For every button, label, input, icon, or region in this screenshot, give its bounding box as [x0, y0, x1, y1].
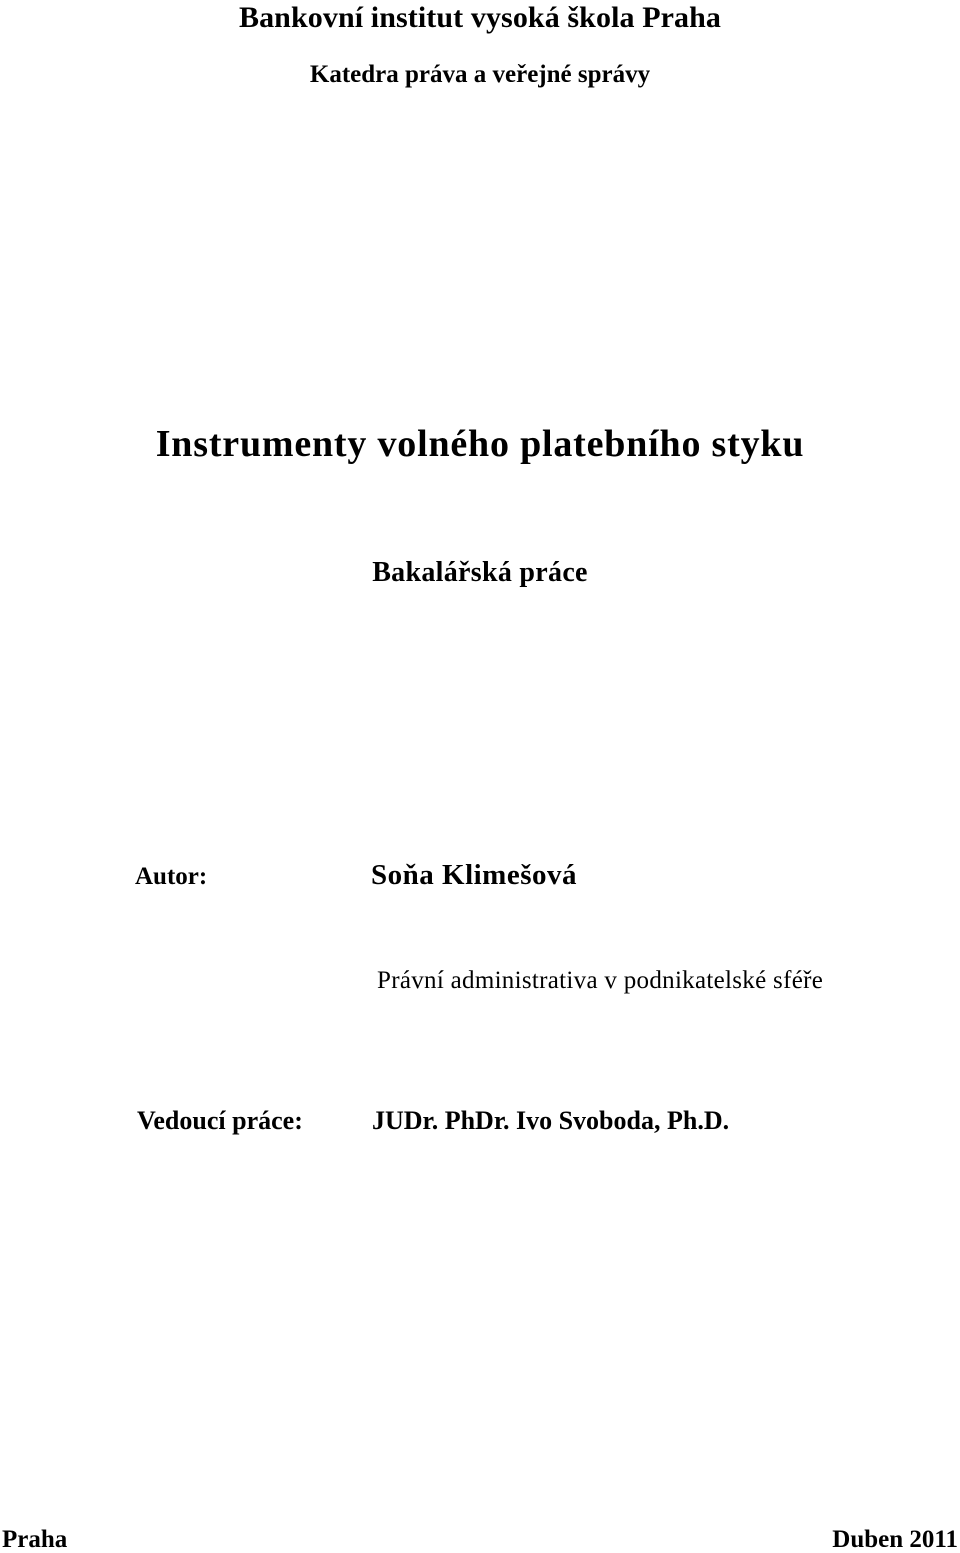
supervisor-name: JUDr. PhDr. Ivo Svoboda, Ph.D. [372, 1106, 730, 1135]
institution-name: Bankovní institut vysoká škola Praha [238, 1, 722, 34]
submission-date: Duben 2011 [832, 1526, 958, 1553]
thesis-title: Instrumenty volného platebního styku [155, 423, 805, 465]
author-name: Soňa Klimešová [371, 859, 577, 891]
thesis-type: Bakalářská práce [372, 557, 588, 588]
author-label: Autor: [135, 863, 208, 890]
place: Praha [2, 1526, 68, 1553]
supervisor-label: Vedoucí práce: [137, 1106, 303, 1135]
department-name: Katedra práva a veřejné správy [309, 61, 651, 88]
study-program: Právní administrativa v podnikatelské sféře [377, 967, 824, 994]
